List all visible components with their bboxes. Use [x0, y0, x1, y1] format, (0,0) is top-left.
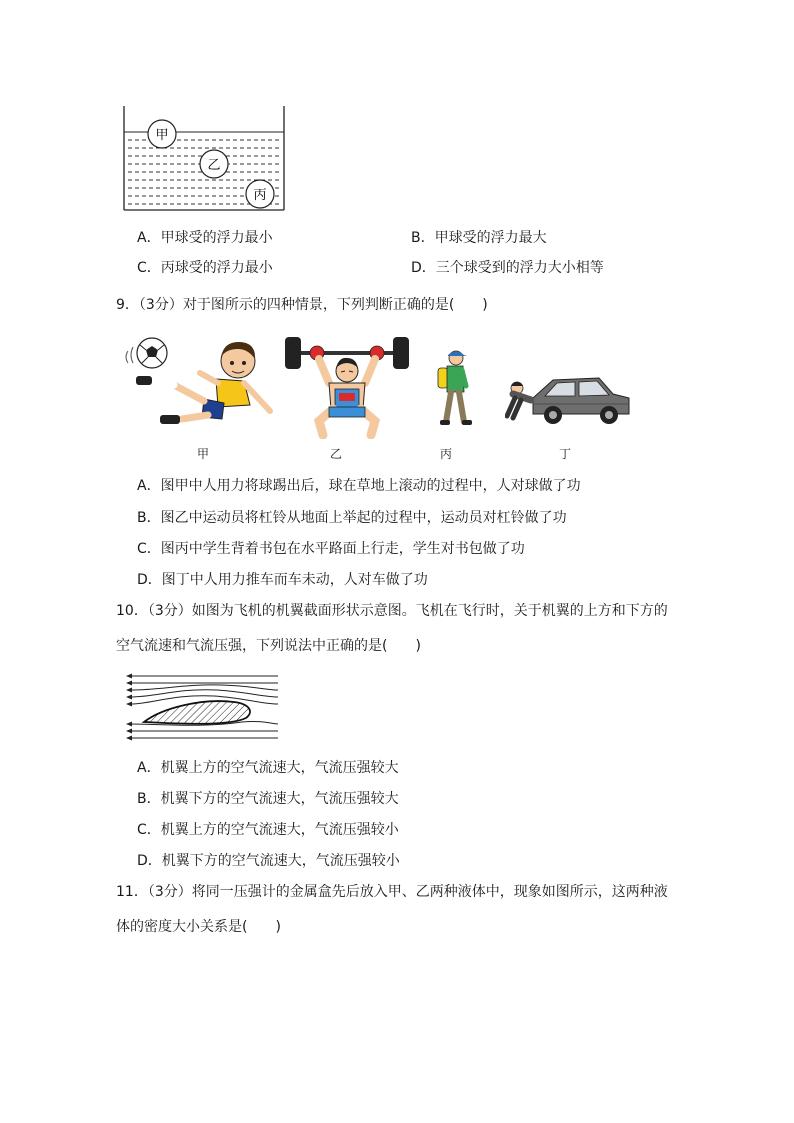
q9-option-b: B．图乙中运动员将杠铃从地面上举起的过程中，运动员对杠铃做了功 [137, 510, 567, 526]
caption-yi: 乙 [330, 447, 343, 461]
airfoil-streamline-figure [122, 672, 284, 746]
q9-option-c: C．图丙中学生背着书包在水平路面上行走，学生对书包做了功 [137, 541, 525, 557]
student-walking-illustration [432, 348, 478, 428]
weightlifter-illustration [283, 335, 411, 439]
q10-option-c: C．机翼上方的空气流速大，气流压强较小 [137, 822, 399, 838]
q10-stem-line-2: 空气流速和气流压强，下列说法中正确的是( ) [116, 638, 421, 654]
svg-text:丙: 丙 [253, 188, 267, 203]
svg-text:甲: 甲 [155, 128, 169, 143]
q10-option-b: B．机翼下方的空气流速大，气流压强较大 [137, 791, 399, 807]
q9-option-a: A．图甲中人用力将球踢出后，球在草地上滚动的过程中，人对球做了功 [137, 478, 581, 494]
caption-ding: 丁 [559, 447, 572, 461]
svg-text:乙: 乙 [207, 158, 221, 173]
ball-yi [200, 150, 228, 178]
q11-stem-line-2: 体的密度大小关系是( ) [116, 919, 281, 935]
q9-stem: 9．（3分）对于图所示的四种情景，下列判断正确的是( ) [116, 297, 488, 313]
caption-jia: 甲 [197, 447, 210, 461]
q10-option-d: D．机翼下方的空气流速大，气流压强较小 [137, 853, 400, 869]
q8-option-a: A．甲球受的浮力最小 [137, 230, 273, 246]
beaker-figure [118, 104, 290, 214]
q8-option-d: D．三个球受到的浮力大小相等 [411, 260, 604, 276]
q9-option-d: D．图丁中人用力推车而车未动，人对车做了功 [137, 572, 428, 588]
kick-ball-illustration [120, 333, 278, 427]
q8-option-c: C．丙球受的浮力最小 [137, 260, 273, 276]
q10-option-a: A．机翼上方的空气流速大，气流压强较大 [137, 760, 399, 776]
ball-bing [246, 180, 274, 208]
q10-stem-line-1: 10．（3分）如图为飞机的机翼截面形状示意图。飞机在飞行时，关于机翼的上方和下方的 [116, 603, 668, 619]
q8-option-b: B．甲球受的浮力最大 [411, 230, 547, 246]
q11-stem-line-1: 11．（3分）将同一压强计的金属盒先后放入甲、乙两种液体中，现象如图所示，这两种液 [116, 884, 668, 900]
ball-jia [148, 120, 176, 148]
caption-bing: 丙 [440, 447, 453, 461]
pushing-car-illustration [505, 368, 633, 430]
